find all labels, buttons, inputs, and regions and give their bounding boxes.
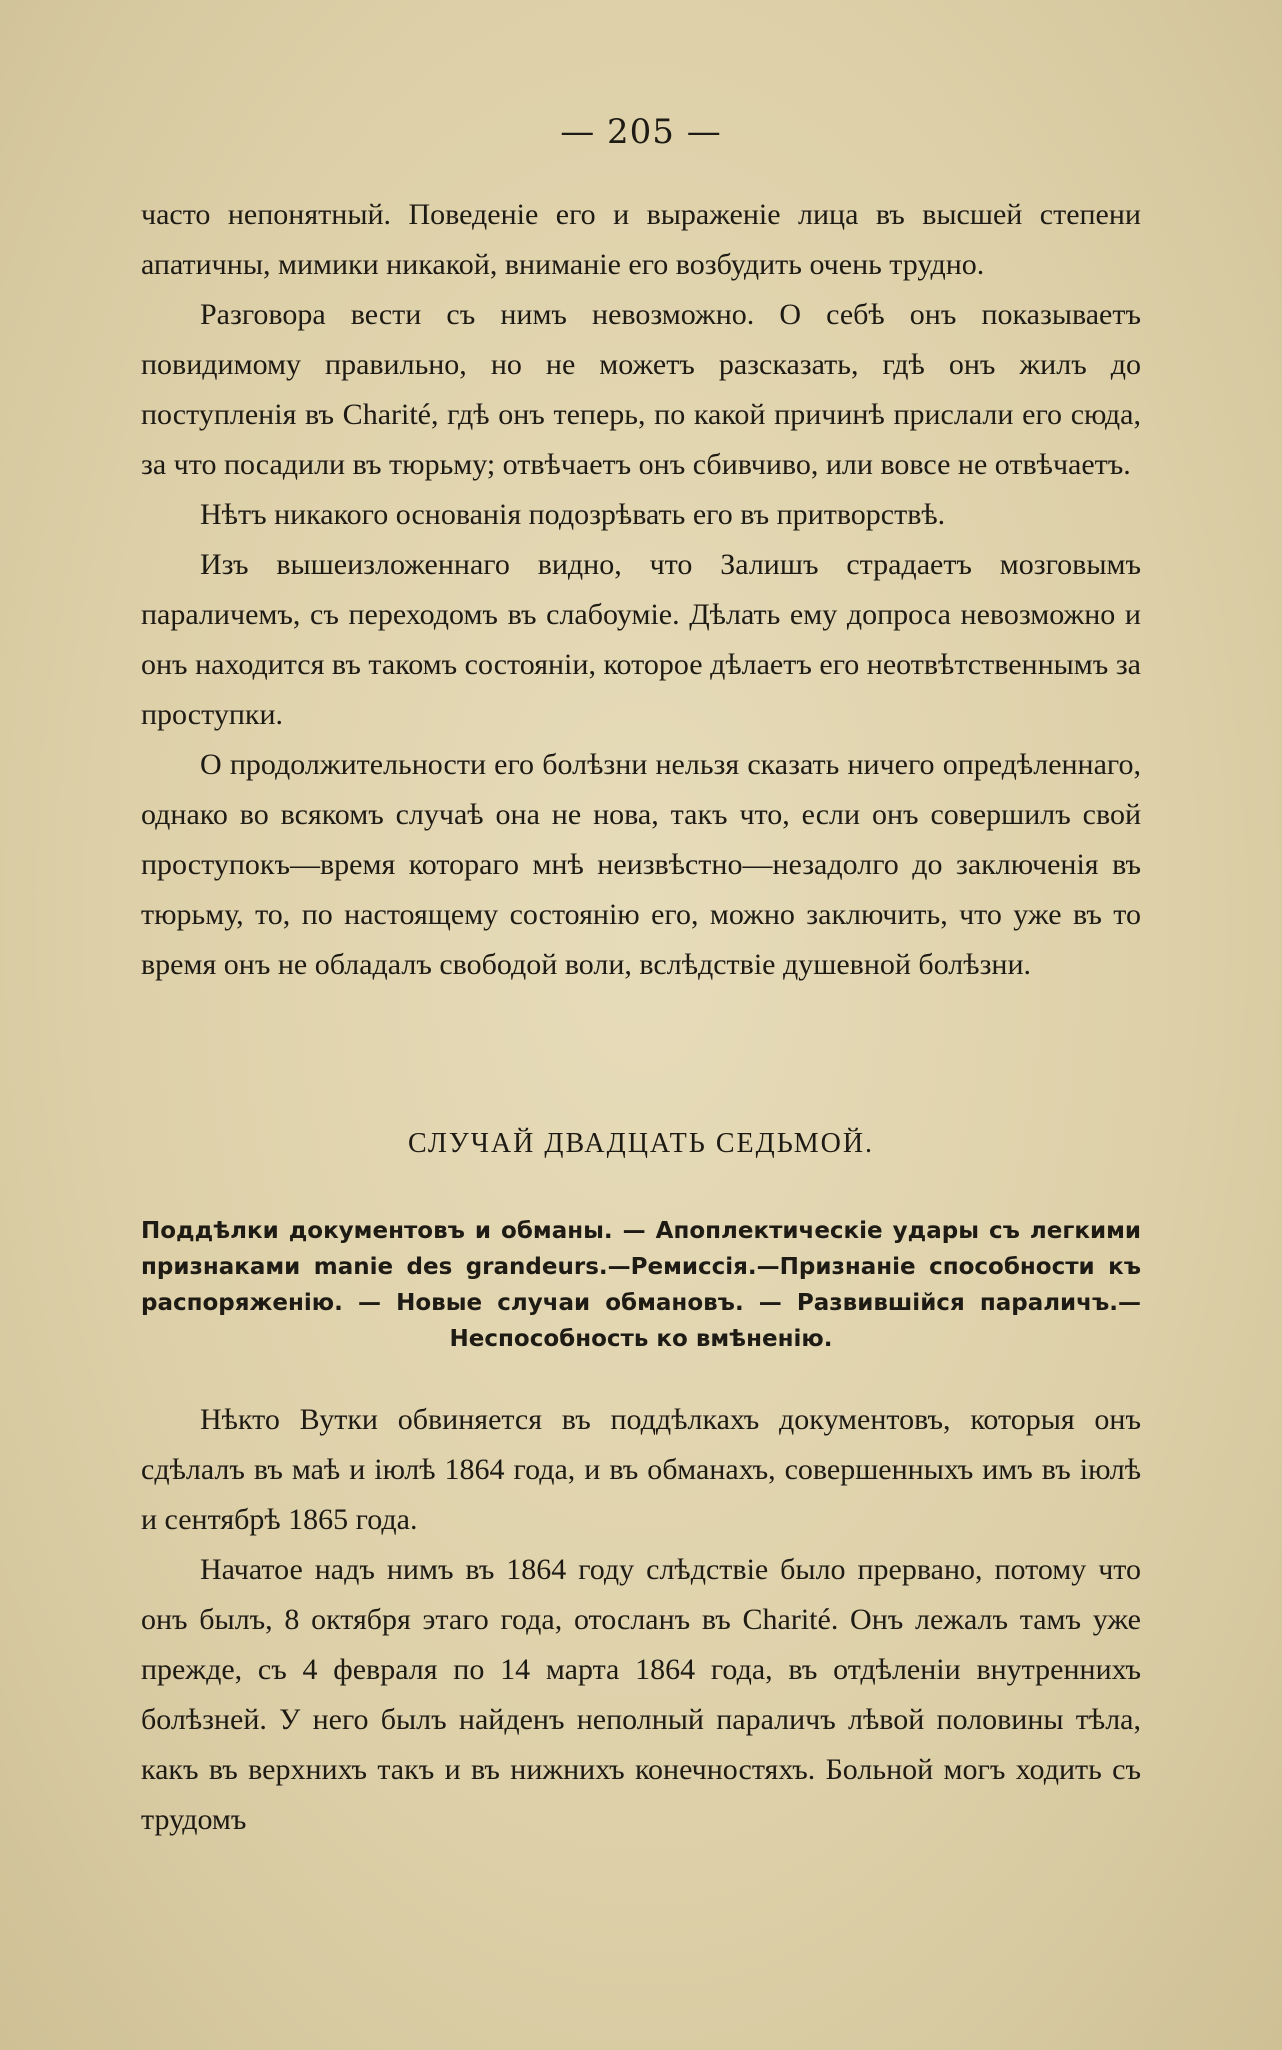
page-number: — 205 — [560, 112, 722, 152]
paragraph: О продолжительности его болѣзни нельзя сказать ничего опредѣленнаго, однако во всякомъ случаѣ она не нова, такъ что, если онъ совершилъ свой проступокъ—время котораго мнѣ неизвѣстно—незадолго до заключенiя въ тюрьму, то, по настоящему состоянiю его, можно заключить, что уже въ то время онъ не обладалъ свободой воли, вслѣдствiе душевной болѣзни. [141, 748, 1141, 981]
paragraph: Нѣкто Вутки обвиняется въ поддѣлкахъ документовъ, которыя онъ сдѣлалъ въ маѣ и iюлѣ 1864 года, и въ обманахъ, совершенныхъ имъ въ iюлѣ и сентябрѣ 1865 года. [141, 1403, 1141, 1536]
paragraph: часто непонятный. Поведенiе его и выраженiе лица въ высшей степени апатичны, мимики никакой, вниманiе его возбудить очень трудно. [141, 198, 1141, 281]
case-heading: СЛУЧАЙ ДВАДЦАТЬ СЕДЬМОЙ. [407, 1128, 875, 1159]
body-text-top [141, 190, 1141, 990]
paragraph: Разговора вести съ нимъ невозможно. О себѣ онъ показываетъ повидимому правильно, но не можетъ разсказать, гдѣ онъ жилъ до поступленiя въ Charité, гдѣ онъ теперь, по какой причинѣ прислали его сюда, за что посадили въ тюрьму; отвѣчаетъ онъ сбивчиво, или вовсе не отвѣчаетъ. [141, 298, 1141, 481]
paragraph: Начатое надъ нимъ въ 1864 году слѣдствiе было прервано, потому что онъ былъ, 8 октября этаго года, отосланъ въ Charité. Онъ лежалъ тамъ уже прежде, съ 4 февраля по 14 марта 1864 года, въ отдѣленiи внутреннихъ болѣзней. У него былъ найденъ неполный параличъ лѣвой половины тѣла, какъ въ верхнихъ такъ и въ нижнихъ конечностяхъ. Больной могъ ходить съ трудомъ [141, 1553, 1141, 1836]
case-summary: Поддѣлки документовъ и обманы. — Апоплектическiе удары съ легкими признаками manie des grandeurs.—Ремиссiя.—Признанiе способности къ распоряженiю. — Новые случаи обмановъ. — Развившiйся параличъ.—Неспособность ко вмѣненiю. [141, 1218, 1141, 1352]
paragraph: Изъ вышеизложеннаго видно, что Залишъ страдаетъ мозговымъ параличемъ, съ переходомъ въ слабоумiе. Дѣлать ему допроса невозможно и онъ находится въ такомъ состоянiи, которое дѣлаетъ его неотвѣтственнымъ за проступки. [141, 548, 1141, 731]
body-text-bottom [141, 1395, 1141, 1845]
paragraph: Нѣтъ никакого основанiя подозрѣвать его въ притворствѣ. [200, 498, 946, 531]
